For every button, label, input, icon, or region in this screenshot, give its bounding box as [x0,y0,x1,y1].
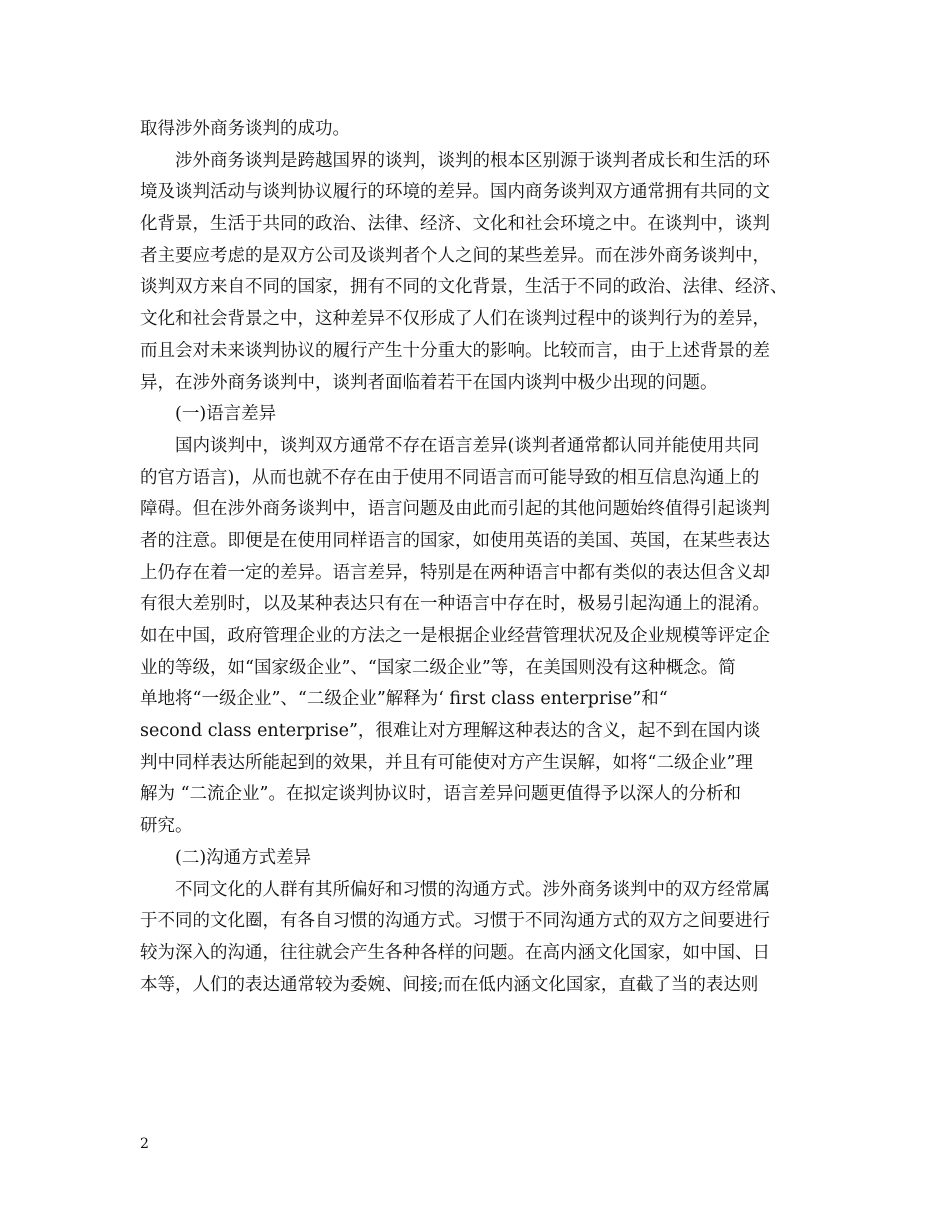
text-line: 者主要应考虑的是双方公司及谈判者个人之间的某些差异。而在涉外商务谈判中， [140,245,770,266]
text-line: 较为深入的沟通，往往就会产生各种各样的问题。在高内涵文化国家，如中国、日 [140,942,770,963]
text-line: 文化和社会背景之中，这种差异不仅形成了人们在谈判过程中的谈判行为的差异， [140,309,770,330]
text-line: 如在中国，政府管理企业的方法之一是根据企业经营管理状况及企业规模等评定企 [140,626,770,646]
text-line: 谈判双方来自不同的国家，拥有不同的文化背景，生活于不同的政治、法律、经济、 [140,277,788,298]
text-line: 于不同的文化圈，有各自习惯的沟通方式。习惯于不同沟通方式的双方之间要进行 [140,911,770,932]
text-line: 单地将“一级企业”、“二级企业”解释为‘ first class enterprise”和“ [140,689,668,710]
page-number: 2 [140,1136,149,1152]
text-line: 障碍。但在涉外商务谈判中，语言问题及由此而引起的其他问题始终值得引起谈判 [140,499,770,520]
text-line: 有很大差别时，以及某种表达只有在一种语言中存在时，极易引起沟通上的混淆。 [140,594,770,615]
text-line: 解为 “二流企业”。在拟定谈判协议时，语言差异问题更值得予以深人的分析和 [140,784,741,805]
text-line: 的官方语言)，从而也就不存在由于使用不同语言而可能导致的相互信息沟通上的 [140,467,760,488]
text-line: 境及谈判活动与谈判协议履行的环境的差异。国内商务谈判双方通常拥有共同的文 [140,182,770,203]
text-line: 涉外商务谈判是跨越国界的谈判，谈判的根本区别源于谈判者成长和生活的环 [175,150,770,171]
text-line: 上仍存在着一定的差异。语言差异，特别是在两种语言中都有类似的表达但含义却 [140,562,770,583]
text-line: 化背景，生活于共同的政治、法律、经济、文化和社会环境之中。在谈判中，谈判 [140,214,770,235]
text-line: 国内谈判中，谈判双方通常不存在语言差异(谈判者通常都认同并能使用共同 [175,435,760,456]
text-line: second class enterprise”，很难让对方理解这种表达的含义，起不到在国内谈 [140,721,761,742]
text-line: 业的等级，如“国家级企业”、“国家二级企业”等，在美国则没有这种概念。简 [140,657,736,678]
text-line: 取得涉外商务谈判的成功。 [140,119,350,139]
text-line: 而且会对未来谈判协议的履行产生十分重大的影响。比较而言，由于上述背景的差 [140,340,770,361]
text-line: 判中同样表达所能起到的效果，并且有可能使对方产生误解，如将“二级企业”理 [140,752,753,773]
text-line: (一)语言差异 [175,404,277,425]
text-line: 不同文化的人群有其所偏好和习惯的沟通方式。涉外商务谈判中的双方经常属 [175,879,770,900]
text-line: 者的注意。即便是在使用同样语言的国家，如使用英语的美国、英国，在某些表达 [140,530,770,551]
text-line: 研究。 [140,816,193,837]
document-body [140,114,840,1001]
text-line: 异，在涉外商务谈判中，谈判者面临着若干在国内谈判中极少出现的问题。 [140,372,718,393]
text-line: (二)沟通方式差异 [175,847,312,868]
text-line: 本等，人们的表达通常较为委婉、间接;而在低内涵文化国家，直截了当的表达则 [140,974,759,995]
